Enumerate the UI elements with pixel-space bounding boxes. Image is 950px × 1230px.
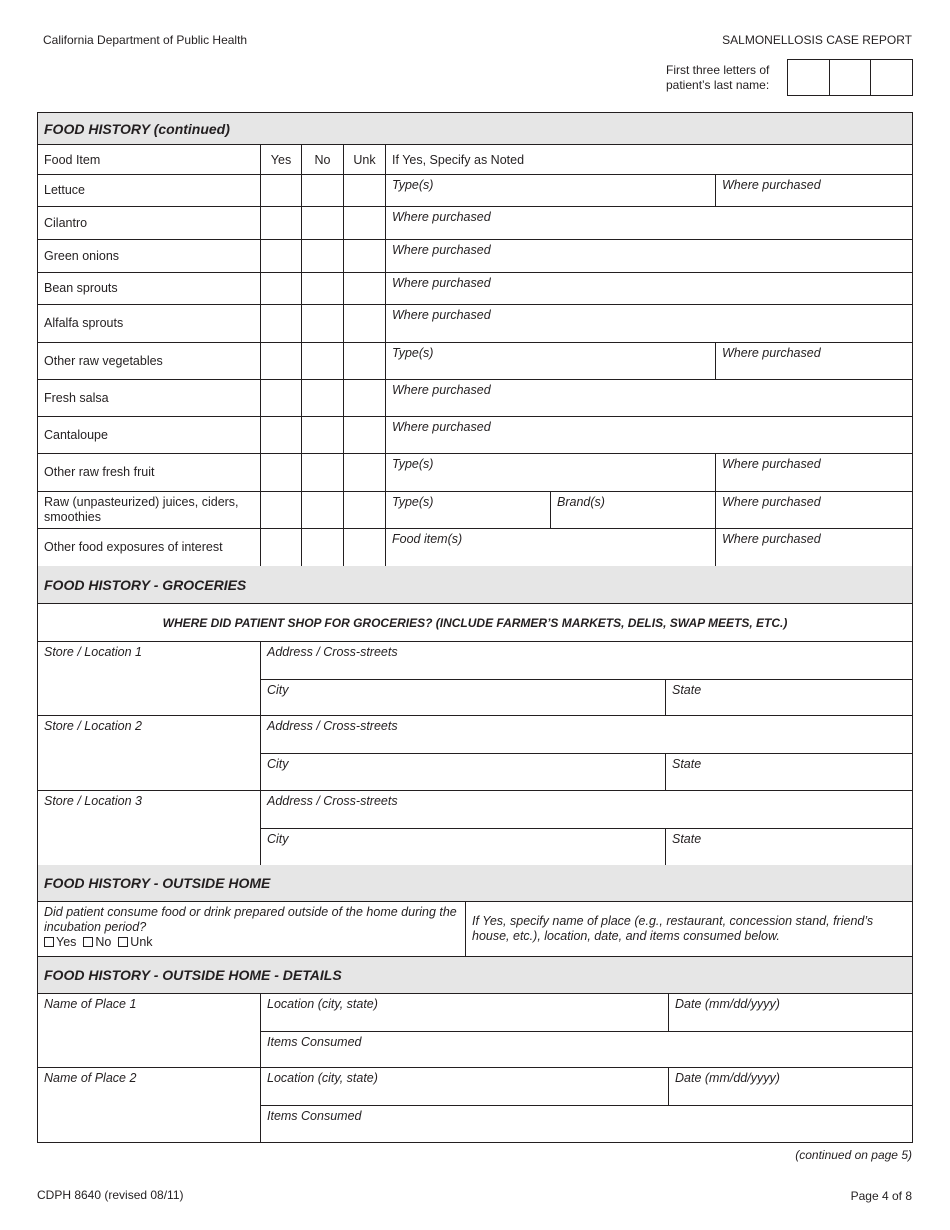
initial-box-1[interactable] — [788, 60, 829, 95]
store-name-field[interactable]: Store / Location 2 — [44, 719, 142, 733]
store-name-field[interactable]: Store / Location 3 — [44, 794, 142, 808]
unk-box[interactable] — [343, 380, 385, 416]
food-item-name: Fresh salsa — [44, 390, 109, 405]
state-field[interactable]: State — [672, 757, 702, 771]
specify-where-field[interactable]: Where purchased — [392, 420, 491, 434]
no-box[interactable] — [301, 175, 343, 206]
place-row — [38, 1068, 912, 1142]
section-title: FOOD HISTORY (continued) — [44, 120, 230, 137]
specify-type-field[interactable]: Type(s) — [392, 346, 434, 360]
outside-home-question-row — [38, 902, 912, 957]
unk-box[interactable] — [343, 417, 385, 453]
no-box[interactable] — [301, 454, 343, 491]
location-field[interactable]: Location (city, state) — [267, 997, 378, 1011]
city-field[interactable]: City — [267, 832, 289, 846]
col-specify: If Yes, Specify as Noted — [392, 152, 525, 167]
yes-box[interactable] — [260, 273, 301, 304]
no-box[interactable] — [301, 529, 343, 566]
yes-box[interactable] — [260, 305, 301, 342]
specify-type-field[interactable]: Food item(s) — [392, 532, 463, 546]
unk-box[interactable] — [343, 343, 385, 379]
yes-checkbox[interactable] — [44, 937, 54, 947]
initials-boxes — [787, 59, 913, 96]
food-history-form — [37, 112, 913, 1143]
specify-type-field[interactable]: Type(s) — [392, 457, 434, 471]
col-unk: Unk — [353, 152, 376, 167]
form-id: CDPH 8640 (revised 08/11) — [37, 1188, 184, 1202]
section-title: FOOD HISTORY - OUTSIDE HOME - DETAILS — [44, 967, 342, 983]
specify-where-field[interactable]: Where purchased — [392, 308, 491, 322]
food-item-row — [38, 380, 912, 417]
initials-label-line1: First three letters of — [666, 63, 770, 77]
specify-brand-field[interactable]: Brand(s) — [557, 495, 605, 509]
specify-type-field[interactable]: Type(s) — [392, 495, 434, 509]
specify-where-field[interactable]: Where purchased — [722, 178, 821, 192]
store-location-row — [38, 791, 912, 865]
yes-box[interactable] — [260, 417, 301, 453]
col-no: No — [314, 152, 331, 167]
state-field[interactable]: State — [672, 832, 702, 846]
yes-box[interactable] — [260, 529, 301, 566]
date-field[interactable]: Date (mm/dd/yyyy) — [675, 1071, 780, 1085]
page-number: Page 4 of 8 — [850, 1189, 912, 1203]
no-box[interactable] — [301, 380, 343, 416]
food-item-name: Alfalfa sprouts — [44, 316, 124, 330]
food-item-name: Raw (unpasteurized) juices, ciders, smoothies — [44, 495, 239, 524]
food-item-row — [38, 240, 912, 273]
specify-where-field[interactable]: Where purchased — [392, 383, 491, 397]
section-title: FOOD HISTORY - OUTSIDE HOME — [44, 875, 271, 891]
city-field[interactable]: City — [267, 683, 289, 697]
specify-where-field[interactable]: Where purchased — [722, 457, 821, 471]
food-item-row — [38, 305, 912, 343]
place-name-field[interactable]: Name of Place 2 — [44, 1071, 137, 1085]
initial-box-3[interactable] — [870, 60, 912, 95]
yes-box[interactable] — [260, 492, 301, 528]
unk-checkbox[interactable] — [118, 937, 128, 947]
outside-home-instruction: If Yes, specify name of place (e.g., restaurant, concession stand, friend’s house, etc.), location, date, and items consumed below. — [465, 902, 912, 956]
store-location-row — [38, 716, 912, 791]
food-item-name: Cilantro — [44, 215, 88, 230]
no-box[interactable] — [301, 492, 343, 528]
yes-box[interactable] — [260, 207, 301, 239]
yes-box[interactable] — [260, 380, 301, 416]
unk-box[interactable] — [343, 207, 385, 239]
no-box[interactable] — [301, 417, 343, 453]
unk-box[interactable] — [343, 240, 385, 272]
store-location-row — [38, 642, 912, 716]
unk-label: Unk — [130, 935, 153, 949]
specify-where-field[interactable]: Where purchased — [722, 495, 821, 509]
items-consumed-field[interactable]: Items Consumed — [267, 1035, 362, 1049]
specify-type-field[interactable]: Type(s) — [392, 178, 434, 192]
specify-where-field[interactable]: Where purchased — [722, 532, 821, 546]
specify-where-field[interactable]: Where purchased — [722, 346, 821, 360]
initials-label-line2: patient’s last name: — [666, 78, 770, 92]
unk-box[interactable] — [343, 492, 385, 528]
section-outside-details — [38, 957, 912, 994]
food-item-row — [38, 273, 912, 305]
unk-box[interactable] — [343, 529, 385, 566]
location-field[interactable]: Location (city, state) — [267, 1071, 378, 1085]
food-item-name: Other food exposures of interest — [44, 540, 223, 554]
food-item-row — [38, 529, 912, 566]
outside-home-options — [44, 935, 459, 950]
yes-box[interactable] — [260, 454, 301, 491]
yes-box[interactable] — [260, 343, 301, 379]
store-name-field[interactable]: Store / Location 1 — [44, 645, 142, 659]
food-item-name: Lettuce — [44, 183, 86, 197]
unk-box[interactable] — [343, 175, 385, 206]
unk-box[interactable] — [343, 454, 385, 491]
state-field[interactable]: State — [672, 683, 702, 697]
food-item-name: Green onions — [44, 248, 120, 263]
no-box[interactable] — [301, 273, 343, 304]
food-item-row — [38, 454, 912, 492]
date-field[interactable]: Date (mm/dd/yyyy) — [675, 997, 780, 1011]
initials-label — [666, 63, 769, 93]
no-box[interactable] — [301, 240, 343, 272]
food-item-name: Cantaloupe — [44, 427, 108, 442]
outside-home-question: Did patient consume food or drink prepared outside of the home during the incubation period? — [44, 905, 457, 934]
food-item-row — [38, 492, 912, 529]
food-item-name: Bean sprouts — [44, 281, 118, 295]
place-name-field[interactable]: Name of Place 1 — [44, 997, 137, 1011]
no-label: No — [95, 935, 112, 949]
groceries-question-text: WHERE DID PATIENT SHOP FOR GROCERIES? (INCLUDE FARMER’S MARKETS, DELIS, SWAP MEETS, ETC.) — [162, 615, 788, 630]
no-box[interactable] — [301, 343, 343, 379]
address-field[interactable]: Address / Cross-streets — [267, 794, 398, 808]
continued-note: (continued on page 5) — [795, 1148, 912, 1162]
food-item-name: Other raw vegetables — [44, 353, 163, 368]
address-field[interactable]: Address / Cross-streets — [267, 719, 398, 733]
org-name: California Department of Public Health — [43, 33, 248, 47]
specify-where-field[interactable]: Where purchased — [392, 276, 491, 290]
specify-where-field[interactable]: Where purchased — [392, 243, 491, 257]
col-food-item: Food Item — [44, 152, 101, 167]
unk-box[interactable] — [343, 305, 385, 342]
report-title: SALMONELLOSIS CASE REPORT — [722, 33, 912, 47]
yes-box[interactable] — [260, 175, 301, 206]
section-title: FOOD HISTORY - GROCERIES — [44, 576, 247, 593]
initial-box-2[interactable] — [829, 60, 871, 95]
yes-box[interactable] — [260, 240, 301, 272]
section-outside-home — [38, 865, 912, 902]
no-box[interactable] — [301, 305, 343, 342]
food-table-header — [38, 145, 912, 175]
no-checkbox[interactable] — [83, 937, 93, 947]
address-field[interactable]: Address / Cross-streets — [267, 645, 398, 659]
no-box[interactable] — [301, 207, 343, 239]
place-row — [38, 994, 912, 1068]
food-item-row — [38, 207, 912, 240]
section-groceries — [38, 566, 912, 604]
food-item-row — [38, 417, 912, 454]
items-consumed-field[interactable]: Items Consumed — [267, 1109, 362, 1123]
food-item-name: Other raw fresh fruit — [44, 465, 155, 479]
city-field[interactable]: City — [267, 757, 289, 771]
food-item-row — [38, 343, 912, 380]
groceries-question — [38, 604, 912, 642]
yes-label: Yes — [56, 935, 77, 949]
unk-box[interactable] — [343, 273, 385, 304]
col-yes: Yes — [270, 152, 292, 167]
food-item-row — [38, 175, 912, 207]
section-food-history — [38, 113, 912, 145]
specify-where-field[interactable]: Where purchased — [392, 210, 491, 224]
